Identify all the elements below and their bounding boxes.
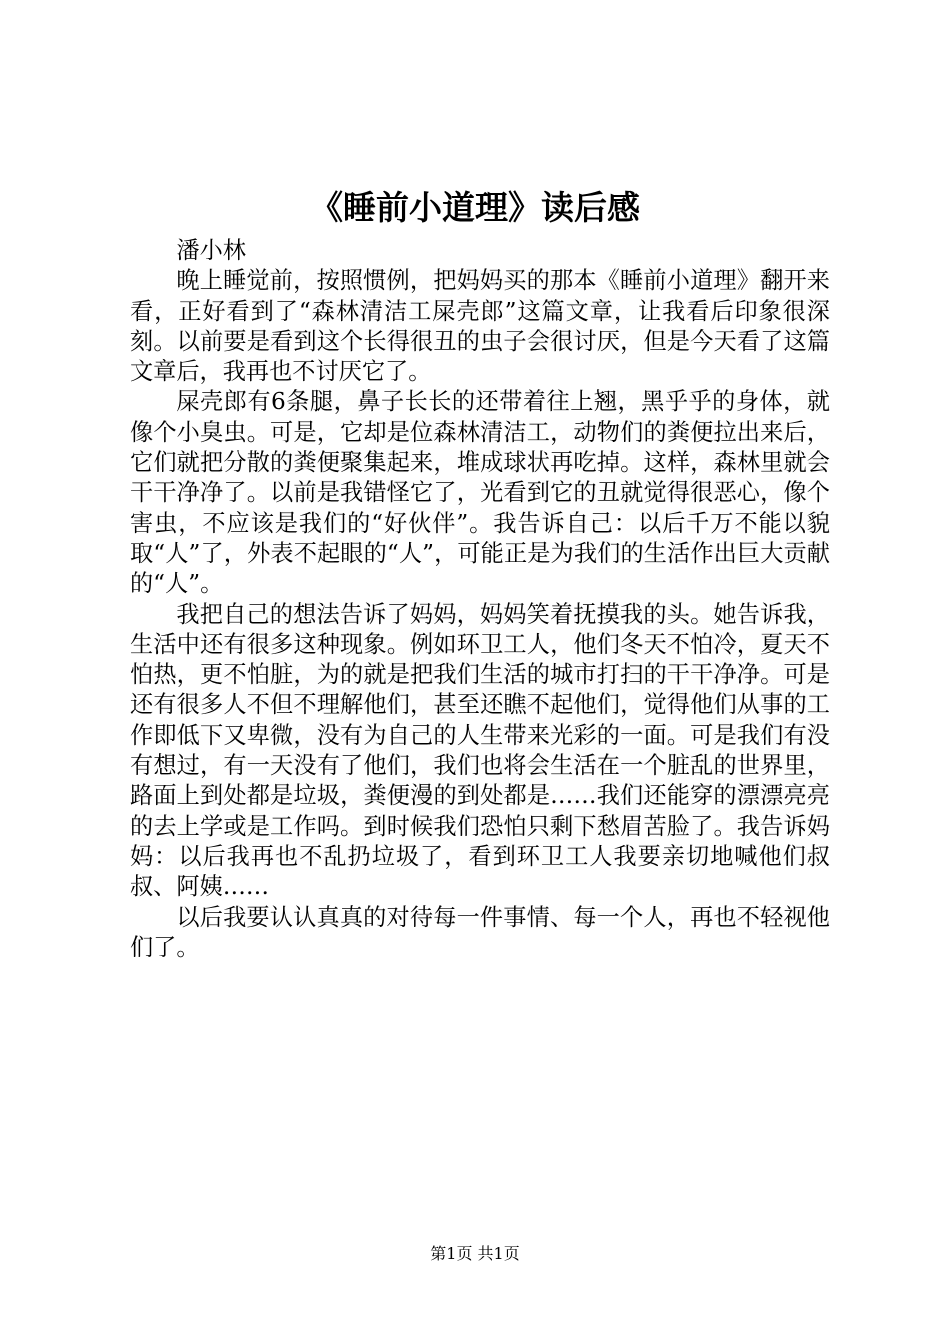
paragraph-1: 晚上睡觉前，按照惯例，把妈妈买的那本《睡前小道理》翻开来看，正好看到了“森林清洁工屎壳郎”这篇文章，让我看后印象很深刻。以前要是看到这个长得很丑的虫子会很讨厌，但是今天看了这篇文章后，我再也不讨厌它了。 — [130, 267, 830, 386]
paragraph-3: 我把自己的想法告诉了妈妈，妈妈笑着抚摸我的头。她告诉我，生活中还有很多这种现象。例如环卫工人，他们冬天不怕冷，夏天不怕热，更不怕脏，为的就是把我们生活的城市打扫的干干净净。可是还有很多人不但不理解他们，甚至还瞧不起他们，觉得他们从事的工作即低下又卑微，没有为自己的人生带来光彩的一面。可是我们有没有想过，有一天没有了他们，我们也将会生活在一个脏乱的世界里，路面上到处都是垃圾，粪便漫的到处都是……我们还能穿的漂漂亮亮的去上学或是工作吗。到时候我们恐怕只剩下愁眉苦脸了。我告诉妈妈：以后我再也不乱扔垃圾了，看到环卫工人我要亲切地喊他们叔叔、阿姨…… — [130, 600, 830, 901]
paragraph-2: 屎壳郎有6条腿，鼻子长长的还带着往上翘，黑乎乎的身体，就像个小臭虫。可是，它却是位森林清洁工，动物们的粪便拉出来后，它们就把分散的粪便聚集起来，堆成球状再吃掉。这样，森林里就会干干净净了。以前是我错怪它了，光看到它的丑就觉得很恶心，像个害虫，不应该是我们的“好伙伴”。我告诉自己：以后千万不能以貌取“人”了，外表不起眼的“人”，可能正是为我们的生活作出巨大贡献的“人”。 — [130, 388, 830, 598]
page-footer: 第1页 共1页 — [430, 1244, 520, 1263]
document-title: 《睡前小道理》读后感 — [310, 188, 640, 227]
document-body — [130, 236, 830, 963]
author-name: 潘小林 — [176, 237, 246, 264]
paragraph-4: 以后我要认认真真的对待每一件事情、每一个人，再也不轻视他们了。 — [130, 903, 830, 961]
